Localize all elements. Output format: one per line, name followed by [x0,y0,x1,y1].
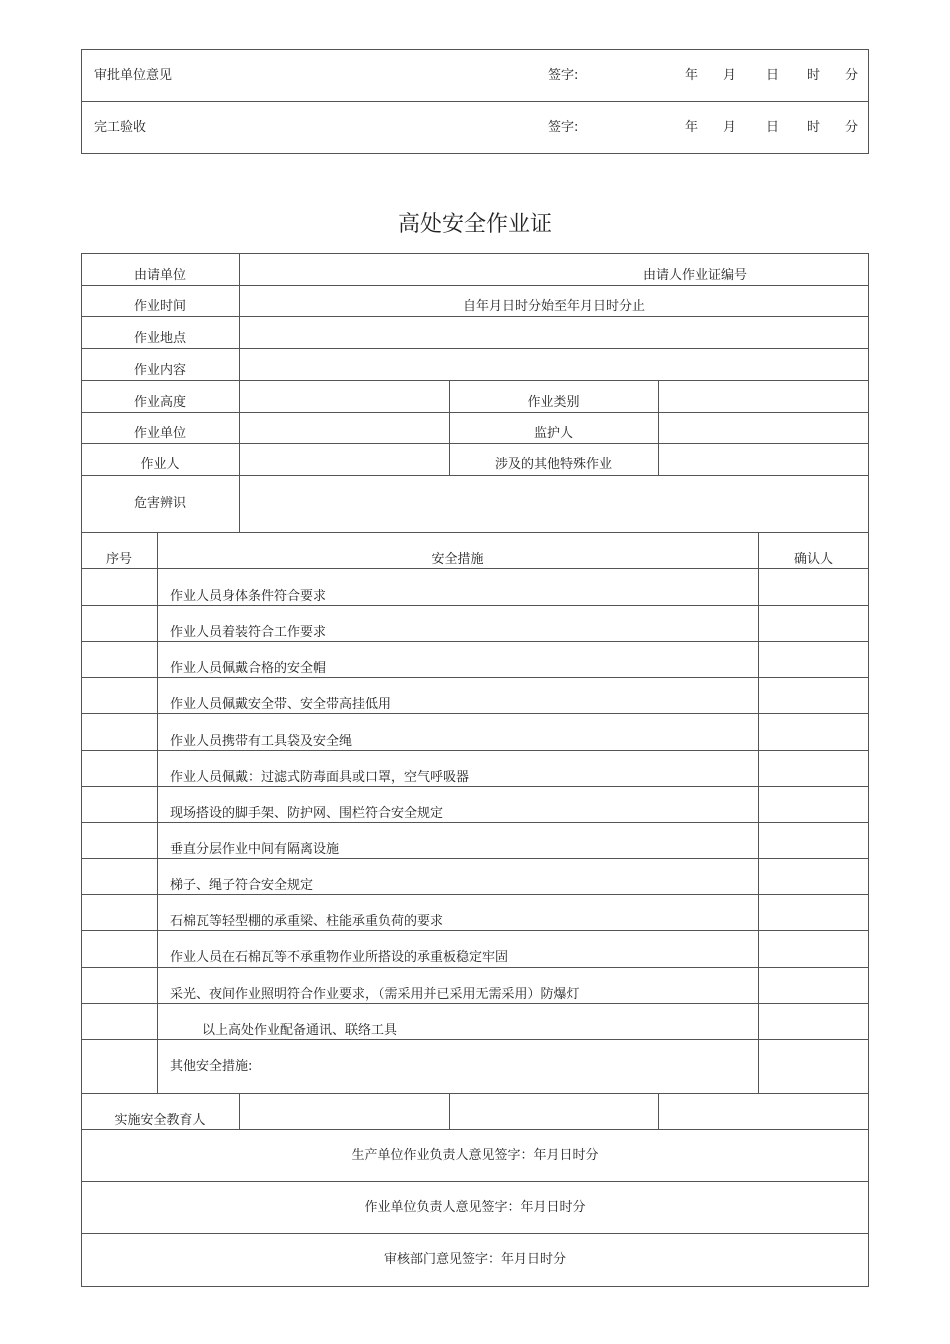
measure-item: 作业人员携带有工具袋及安全绳 [170,734,353,749]
completion-day: 日 [766,120,780,135]
row-divider [81,101,869,102]
row-divider [81,858,869,859]
work-time-value: 自年月日时分始至年月日时分止 [462,299,645,314]
safety-educator-label: 实施安全教育人 [114,1113,206,1128]
col-divider [239,253,240,532]
production-unit-sign-label: 生产单位作业负责人意见签字：年月日时分 [351,1148,599,1163]
completion-minute: 分 [845,120,859,135]
other-safety-measures-label: 其他安全措施: [170,1059,253,1074]
measure-item: 作业人员佩戴：过滤式防毒面具或口罩，空气呼吸器 [170,770,470,785]
approval-year: 年 [685,68,699,83]
col-divider [758,532,759,1093]
measure-item: 作业人员在石棉瓦等不承重物作业所搭设的承重板稳定牢固 [170,950,509,965]
page-title: 高处安全作业证 [397,212,552,237]
completion-year: 年 [685,120,699,135]
row-divider [81,1181,869,1182]
approval-opinion-label: 审批单位意见 [94,68,173,83]
measure-item: 作业人员佩戴合格的安全帽 [170,661,327,676]
row-divider [81,677,869,678]
col-divider [157,532,158,1093]
row-divider [81,605,869,606]
other-special-work-label: 涉及的其他特殊作业 [494,457,612,472]
row-divider [81,532,869,533]
col-divider [658,1093,659,1129]
measure-item: 作业人员佩戴安全带、安全带高挂低用 [170,697,392,712]
header-confirmer: 确认人 [793,552,833,567]
row-divider [81,1003,869,1004]
approval-month: 月 [723,68,737,83]
row-divider [81,568,869,569]
applicant-cert-no-label: 由请人作业证编号 [643,268,748,283]
row-divider [81,894,869,895]
measure-item: 梯子、绳子符合安全规定 [170,878,314,893]
supervisor-label: 监护人 [533,426,573,441]
row-divider [81,412,869,413]
row-divider [81,930,869,931]
completion-month: 月 [723,120,737,135]
row-divider [81,786,869,787]
header-safety-measures: 安全措施 [431,552,484,567]
measure-item: 现场搭设的脚手架、防护网、围栏符合安全规定 [170,806,444,821]
completion-sign-label: 签字: [548,120,579,135]
applicant-unit-label: 由请单位 [133,268,186,283]
work-category-label: 作业类别 [527,395,580,410]
measure-item: 采光、夜间作业照明符合作业要求，（需采用并已采用无需采用）防爆灯 [170,987,580,1002]
row-divider [81,1093,869,1094]
measure-item: 石棉瓦等轻型棚的承重梁、柱能承重负荷的要求 [170,914,444,929]
approval-minute: 分 [845,68,859,83]
row-divider [81,750,869,751]
row-divider [81,316,869,317]
row-divider [81,285,869,286]
row-divider [81,380,869,381]
row-divider [81,1233,869,1234]
completion-hour: 时 [807,120,821,135]
row-divider [81,967,869,968]
header-serial-no: 序号 [105,552,132,567]
measure-item: 垂直分层作业中间有隔离设施 [170,842,340,857]
col-divider [449,1093,450,1129]
work-location-label: 作业地点 [133,331,186,346]
work-unit-sign-label: 作业单位负责人意见签字：年月日时分 [364,1200,586,1215]
worker-label: 作业人 [140,457,180,472]
col-divider [658,380,659,475]
approval-day: 日 [766,68,780,83]
col-divider [239,1093,240,1129]
approval-sign-label: 签字: [548,68,579,83]
measure-item: 以上高处作业配备通讯、联络工具 [202,1023,398,1038]
measure-item: 作业人员身体条件符合要求 [170,589,327,604]
row-divider [81,475,869,476]
row-divider [81,1129,869,1130]
work-time-label: 作业时间 [133,299,186,314]
row-divider [81,348,869,349]
work-height-label: 作业高度 [133,395,186,410]
row-divider [81,641,869,642]
work-unit-label: 作业单位 [133,426,186,441]
approval-hour: 时 [807,68,821,83]
row-divider [81,443,869,444]
row-divider [81,1039,869,1040]
hazard-identification-label: 危害辨识 [133,496,186,511]
work-content-label: 作业内容 [133,363,186,378]
row-divider [81,822,869,823]
completion-acceptance-label: 完工验收 [94,120,147,135]
review-dept-sign-label: 审核部门意见签字：年月日时分 [383,1252,566,1267]
measure-item: 作业人员着装符合工作要求 [170,625,327,640]
row-divider [81,713,869,714]
